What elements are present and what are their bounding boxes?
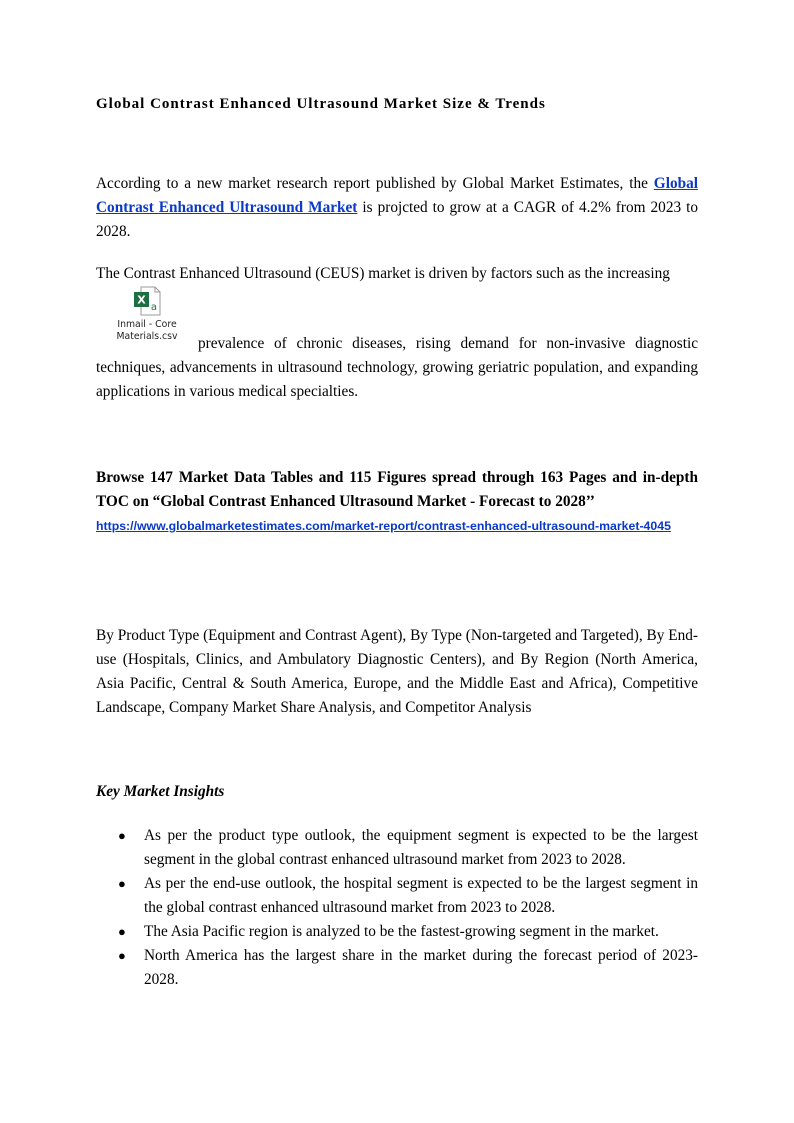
- list-item: ● As per the product type outlook, the equipment segment is expected to be the largest segment in the global contrast enhanced ultrasound market from 2023 to 2028.: [96, 824, 698, 872]
- key-insights-list: [96, 824, 698, 992]
- browse-text: Browse 147 Market Data Tables and 115 Figures spread through 163 Pages and in-depth TOC on “Global Contrast Enhanced Ultrasound Market - Forecast to 2028’’: [96, 469, 698, 510]
- bullet-icon: ●: [118, 924, 126, 939]
- browse-paragraph: [96, 466, 698, 538]
- list-item: ● The Asia Pacific region is analyzed to be the fastest-growing segment in the market.: [96, 920, 698, 944]
- svg-text:a: a: [150, 302, 158, 313]
- intro-text-before: According to a new market research report published by Global Market Estimates, the: [96, 175, 654, 192]
- excel-csv-icon: [133, 286, 161, 316]
- bullet-icon: ●: [118, 876, 126, 891]
- report-url-link[interactable]: https://www.globalmarketestimates.com/market-report/contrast-enhanced-ultrasound-market-4045: [96, 519, 671, 533]
- key-insights-heading: Key Market Insights: [96, 783, 225, 800]
- drivers-paragraph-rest: prevalence of chronic diseases, rising demand for non-invasive diagnostic techniques, advancements in ultrasound technology, growing geriatric population, and expanding applications in various medical specialties.: [96, 335, 698, 400]
- intro-text-after: is projcted to grow at a CAGR of 4.2% from 2023 to 2028.: [96, 199, 698, 240]
- segments-paragraph: By Product Type (Equipment and Contrast Agent), By Type (Non-targeted and Targeted), By End-use (Hospitals, Clinics, and Ambulatory Diagnostic Centers), and By Region (North America, Asia Pacific, Central & South America, Europe, and the Middle East and Africa), Competitive Landscape, Company Market Share Analysis, and Competitor Analysis: [96, 627, 698, 716]
- page-title: Global Contrast Enhanced Ultrasound Market Size & Trends: [96, 96, 546, 112]
- drivers-paragraph-line1: The Contrast Enhanced Ultrasound (CEUS) market is driven by factors such as the increasing: [96, 265, 670, 282]
- market-report-link[interactable]: Global Contrast Enhanced Ultrasound Market: [96, 175, 698, 216]
- list-item: ● North America has the largest share in the market during the forecast period of 2023-2028.: [96, 944, 698, 992]
- bullet-icon: ●: [118, 828, 126, 843]
- list-item: ● As per the end-use outlook, the hospital segment is expected to be the largest segment in the global contrast enhanced ultrasound market from 2023 to 2028.: [96, 872, 698, 920]
- intro-paragraph: [96, 172, 698, 244]
- attachment-label: Inmail - Core Materials.csv: [116, 319, 178, 342]
- svg-text:X: X: [137, 293, 146, 307]
- bullet-icon: ●: [118, 948, 126, 963]
